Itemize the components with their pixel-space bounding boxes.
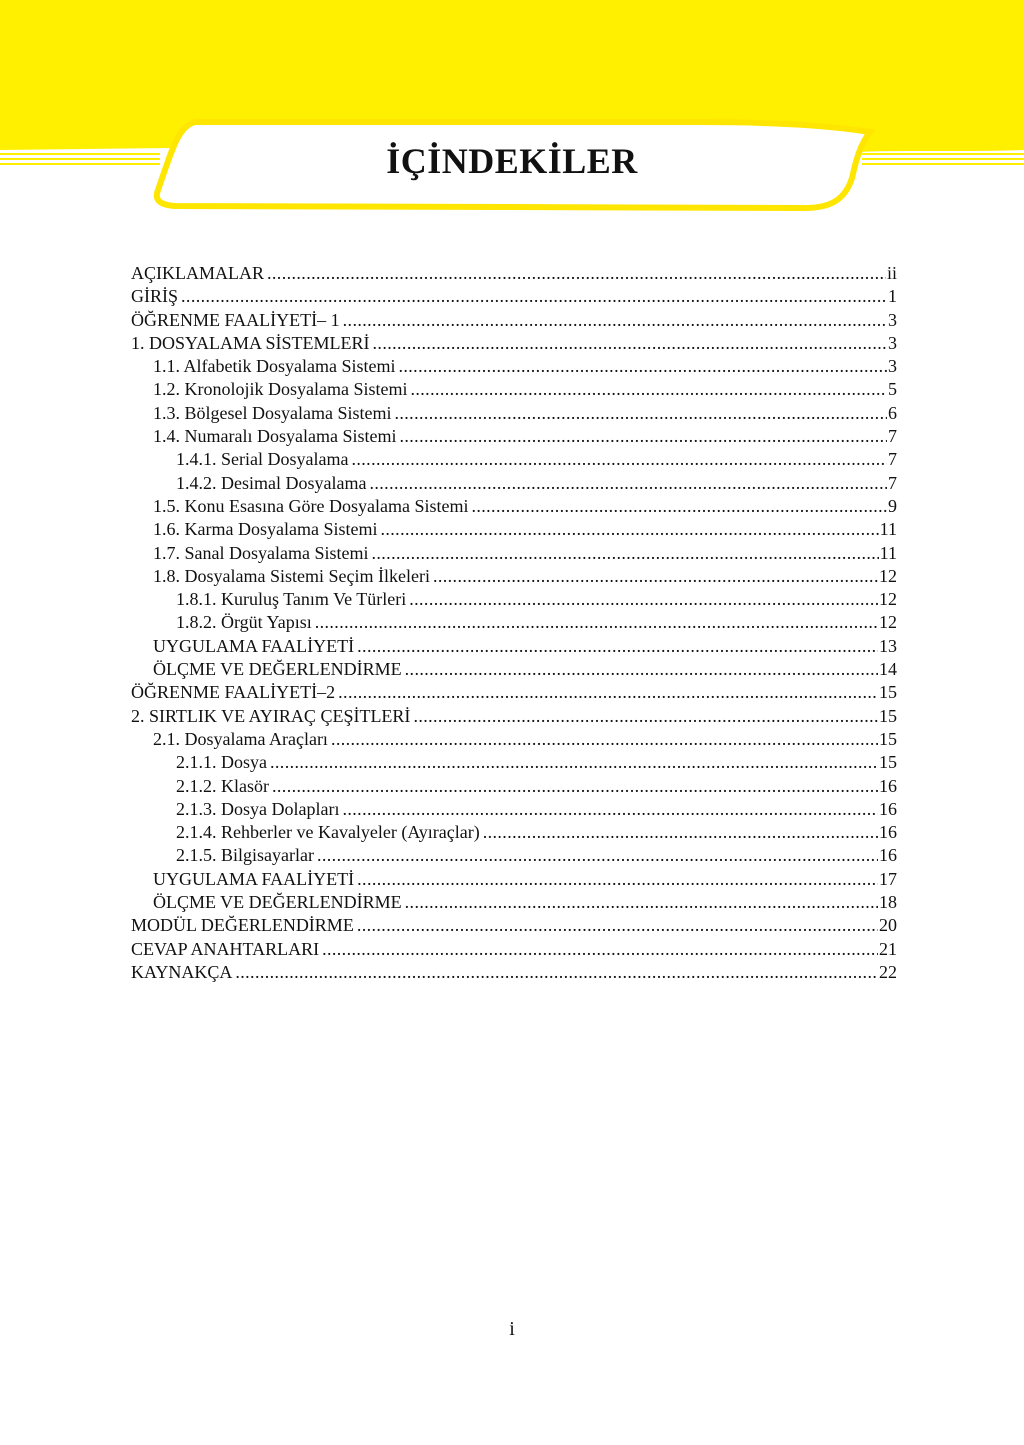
toc-entry[interactable]	[131, 821, 897, 844]
header-banner	[0, 0, 1024, 230]
toc-entry-page: 22	[879, 961, 897, 982]
toc-entry-page: 21	[879, 938, 897, 959]
toc-dot-leader	[315, 611, 878, 634]
toc-entry-title: ÖLÇME VE DEĞERLENDİRME	[153, 892, 402, 913]
toc-entry-title: 1.8.1. Kuruluş Tanım Ve Türleri	[176, 589, 407, 610]
page-title: İÇİNDEKİLER	[386, 141, 638, 181]
toc-dot-leader	[331, 728, 878, 751]
toc-entry-title: 1.4.2. Desimal Dosyalama	[176, 472, 367, 493]
toc-entry[interactable]	[131, 681, 897, 704]
toc-dot-leader	[343, 309, 887, 332]
toc-entry[interactable]	[131, 635, 897, 658]
toc-entry-title: 2.1. Dosyalama Araçları	[153, 728, 328, 749]
toc-dot-leader	[471, 495, 887, 518]
toc-entry-title: 1.5. Konu Esasına Göre Dosyalama Sistemi	[153, 495, 469, 516]
toc-dot-leader	[357, 914, 878, 937]
toc-entry-page: 12	[879, 612, 897, 633]
toc-entry-page: 17	[879, 868, 897, 889]
toc-entry-page: 16	[879, 798, 897, 819]
toc-entry[interactable]	[131, 891, 897, 914]
page-number: i	[509, 1318, 515, 1340]
toc-entry-page: 16	[879, 845, 897, 866]
toc-entry-title: 2.1.1. Dosya	[176, 752, 267, 773]
toc-entry-page: 5	[888, 379, 897, 400]
toc-dot-leader	[483, 821, 878, 844]
toc-entry-title: UYGULAMA FAALİYETİ	[153, 635, 355, 656]
toc-entry-title: UYGULAMA FAALİYETİ	[153, 868, 355, 889]
toc-entry-title: ÖĞRENME FAALİYETİ–2	[131, 682, 336, 703]
toc-entry[interactable]	[131, 472, 897, 495]
toc-entry[interactable]	[131, 961, 897, 984]
toc-entry-title: 1.3. Bölgesel Dosyalama Sistemi	[153, 402, 392, 423]
toc-entry-page: 7	[888, 449, 897, 470]
toc-entry-page: 7	[888, 472, 897, 493]
toc-dot-leader	[235, 961, 878, 984]
toc-dot-leader	[338, 681, 878, 704]
toc-dot-leader	[398, 355, 887, 378]
toc-entry-page: 13	[879, 635, 897, 656]
toc-entry[interactable]	[131, 495, 897, 518]
toc-entry-page: 15	[879, 682, 897, 703]
toc-entry[interactable]	[131, 565, 897, 588]
toc-entry-page: 16	[879, 822, 897, 843]
toc-dot-leader	[413, 705, 878, 728]
toc-entry-title: 2.1.5. Bilgisayarlar	[176, 845, 314, 866]
toc-entry[interactable]	[131, 542, 897, 565]
toc-dot-leader	[267, 262, 886, 285]
toc-dot-leader	[357, 635, 878, 658]
toc-dot-leader	[371, 542, 878, 565]
toc-entry-page: 12	[879, 565, 897, 586]
toc-entry[interactable]	[131, 868, 897, 891]
toc-entry-page: 3	[888, 309, 897, 330]
toc-entry-title: CEVAP ANAHTARLARI	[131, 938, 320, 959]
toc-entry-title: AÇIKLAMALAR	[131, 263, 264, 283]
toc-dot-leader	[272, 775, 878, 798]
toc-entry-title: MODÜL DEĞERLENDİRME	[131, 915, 354, 936]
toc-entry-page: 3	[888, 356, 897, 377]
toc-entry-page: 11	[879, 519, 897, 540]
toc-entry[interactable]	[131, 262, 897, 285]
toc-entry-page: 15	[879, 752, 897, 773]
toc-dot-leader	[369, 472, 887, 495]
toc-dot-leader	[322, 938, 878, 961]
toc-entry[interactable]	[131, 425, 897, 448]
toc-entry[interactable]	[131, 775, 897, 798]
toc-entry-page: ii	[886, 263, 897, 283]
toc-dot-leader	[394, 402, 887, 425]
toc-entry-page: 20	[879, 915, 897, 936]
toc-entry-title: 1. DOSYALAMA SİSTEMLERİ	[131, 332, 370, 353]
toc-entry-page: 15	[879, 728, 897, 749]
toc-entry[interactable]	[131, 402, 897, 425]
toc-entry[interactable]	[131, 588, 897, 611]
toc-dot-leader	[317, 844, 878, 867]
toc-entry-title: ÖĞRENME FAALİYETİ– 1	[131, 309, 340, 330]
toc-entry[interactable]	[131, 611, 897, 634]
toc-dot-leader	[373, 332, 887, 355]
toc-entry-page: 9	[888, 495, 897, 516]
toc-dot-leader	[410, 378, 887, 401]
toc-entry-title: KAYNAKÇA	[131, 961, 233, 982]
toc-entry[interactable]	[131, 914, 897, 937]
toc-dot-leader	[405, 891, 878, 914]
toc-entry[interactable]	[131, 309, 897, 332]
toc-entry-title: 1.6. Karma Dosyalama Sistemi	[153, 519, 378, 540]
toc-dot-leader	[380, 518, 878, 541]
toc-entry-title: GİRİŞ	[131, 286, 179, 307]
toc-dot-leader	[270, 751, 878, 774]
toc-entry[interactable]	[131, 798, 897, 821]
toc-entry-title: 1.4.1. Serial Dosyalama	[176, 449, 349, 470]
toc-dot-leader	[351, 448, 887, 471]
toc-entry-page: 11	[879, 542, 897, 563]
toc-entry-title: 2. SIRTLIK VE AYIRAÇ ÇEŞİTLERİ	[131, 705, 411, 726]
toc-entry[interactable]	[131, 728, 897, 751]
toc-entry-page: 12	[879, 589, 897, 610]
toc-entry-title: ÖLÇME VE DEĞERLENDİRME	[153, 659, 402, 680]
toc-entry[interactable]	[131, 705, 897, 728]
toc-entry-title: 2.1.4. Rehberler ve Kavalyeler (Ayıraçlar)	[176, 822, 480, 843]
toc-entry-title: 2.1.2. Klasör	[176, 775, 269, 796]
toc-entry-page: 14	[879, 659, 897, 680]
toc-entry-page: 1	[888, 286, 897, 307]
toc-entry-page: 15	[879, 705, 897, 726]
toc-dot-leader	[405, 658, 878, 681]
toc-dot-leader	[342, 798, 878, 821]
toc-entry-page: 6	[888, 402, 897, 423]
toc-entry[interactable]	[131, 518, 897, 541]
toc-entry-title: 1.2. Kronolojik Dosyalama Sistemi	[153, 379, 408, 400]
toc-entry-page: 18	[879, 892, 897, 913]
toc-dot-leader	[399, 425, 887, 448]
table-of-contents	[131, 262, 897, 984]
toc-entry[interactable]	[131, 448, 897, 471]
toc-entry-title: 1.8. Dosyalama Sistemi Seçim İlkeleri	[153, 565, 430, 586]
toc-entry-page: 3	[888, 332, 897, 353]
toc-entry-title: 1.1. Alfabetik Dosyalama Sistemi	[153, 356, 396, 377]
toc-entry-title: 2.1.3. Dosya Dolapları	[176, 798, 340, 819]
toc-entry[interactable]	[131, 751, 897, 774]
toc-dot-leader	[357, 868, 878, 891]
toc-entry-page: 7	[888, 426, 897, 447]
toc-entry[interactable]	[131, 332, 897, 355]
toc-dot-leader	[433, 565, 878, 588]
toc-dot-leader	[409, 588, 878, 611]
toc-entry-title: 1.7. Sanal Dosyalama Sistemi	[153, 542, 369, 563]
toc-dot-leader	[181, 285, 887, 308]
toc-entry-title: 1.8.2. Örgüt Yapısı	[176, 612, 312, 633]
toc-entry[interactable]	[131, 355, 897, 378]
toc-entry[interactable]	[131, 844, 897, 867]
toc-entry-title: 1.4. Numaralı Dosyalama Sistemi	[153, 426, 397, 447]
toc-entry[interactable]	[131, 378, 897, 401]
toc-entry-page: 16	[879, 775, 897, 796]
toc-entry[interactable]	[131, 285, 897, 308]
toc-entry[interactable]	[131, 658, 897, 681]
toc-entry[interactable]	[131, 938, 897, 961]
